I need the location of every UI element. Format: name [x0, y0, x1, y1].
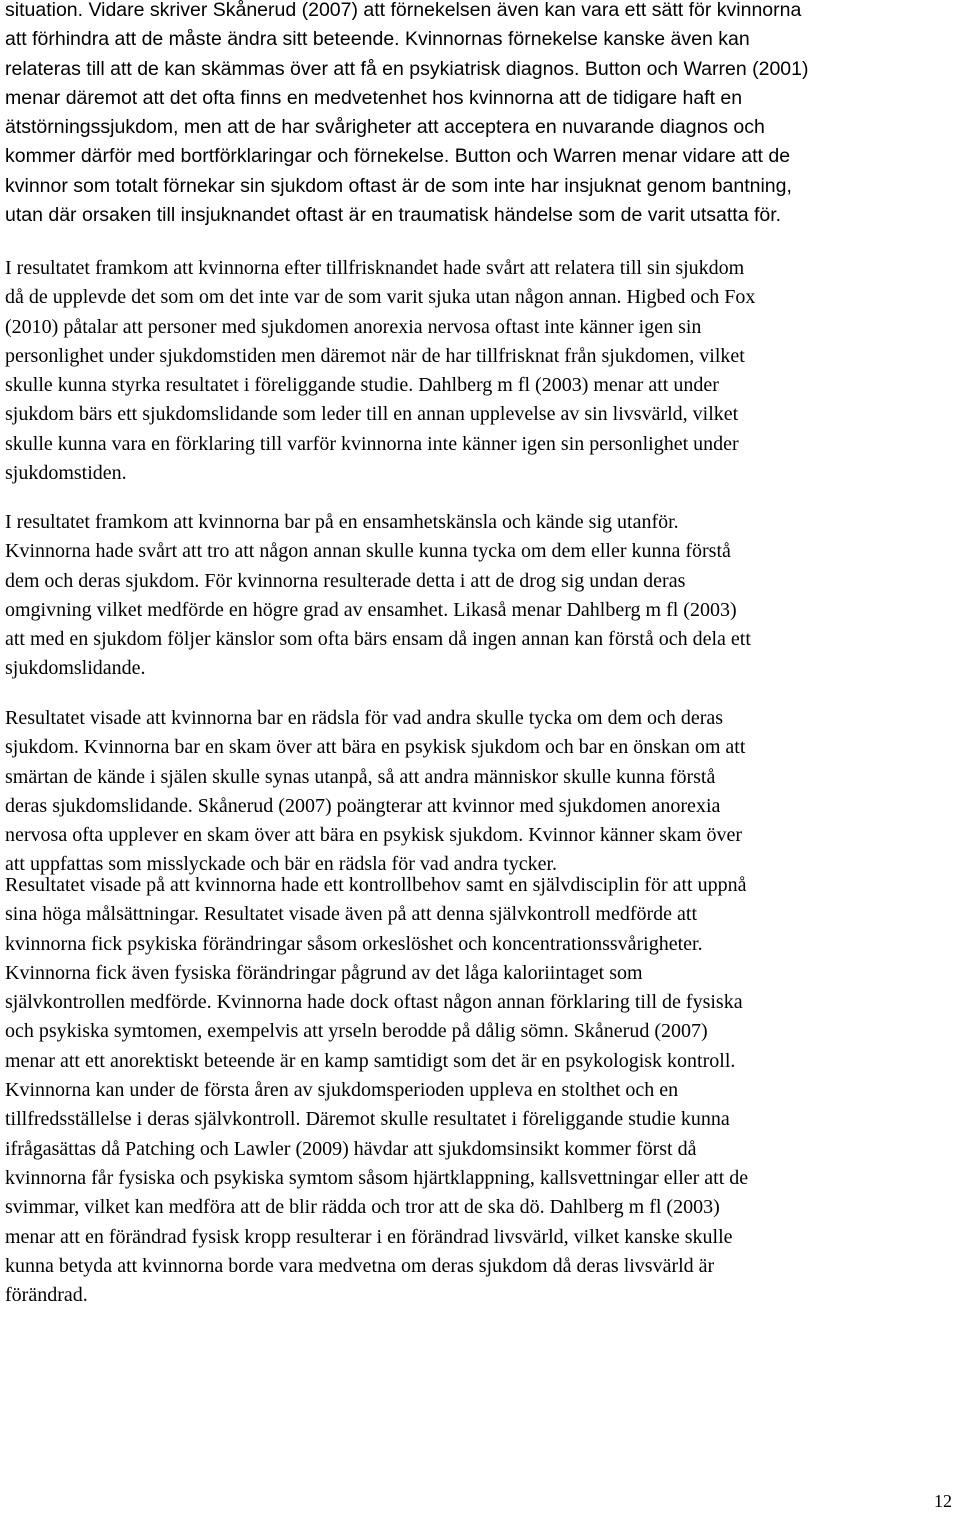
- text-line: och psykiska symtomen, exempelvis att yrseln berodde på dålig sömn. Skånerud (2007): [5, 1020, 708, 1043]
- text-line: självkontrollen medförde. Kvinnorna hade dock oftast någon annan förklaring till de fysiska: [5, 991, 743, 1014]
- text-line: skulle kunna styrka resultatet i föreliggande studie. Dahlberg m fl (2003) menar att under: [5, 374, 719, 397]
- text-line: att förhindra att de måste ändra sitt beteende. Kvinnornas förnekelse kanske även kan: [5, 28, 750, 51]
- text-line: dem och deras sjukdom. För kvinnorna resulterade detta i att de drog sig undan deras: [5, 569, 686, 592]
- text-line: förändrad.: [5, 1284, 88, 1307]
- text-line: relateras till att de kan skämmas över att få en psykiatrisk diagnos. Button och Warren (2001): [5, 57, 809, 80]
- text-line: kommer därför med bortförklaringar och förnekelse. Button och Warren menar vidare att de: [5, 145, 791, 168]
- text-line: svimmar, vilket kan medföra att de blir rädda och tror att de ska dö. Dahlberg m fl (2003): [5, 1196, 720, 1219]
- paragraph-loneliness: [5, 508, 751, 684]
- text-line: menar däremot att det ofta finns en medvetenhet hos kvinnorna att de tidigare haft en: [5, 86, 743, 109]
- page-number: 12: [934, 1491, 952, 1511]
- text-line: utan där orsaken till insjuknandet oftast är en traumatisk händelse som de varit utsatta för.: [5, 204, 782, 227]
- text-line: menar att en förändrad fysisk kropp resulterar i en förändrad livsvärld, vilket kanske skulle: [5, 1225, 733, 1248]
- text-line: Kvinnorna fick även fysiska förändringar pågrund av det låga kaloriintaget som: [5, 961, 643, 984]
- text-line: personlighet under sjukdomstiden men däremot när de har tillfrisknat från sjukdomen, vilket: [5, 344, 745, 367]
- text-line: kvinnor som totalt förnekar sin sjukdom oftast är de som inte har insjuknat genom bantning,: [5, 174, 792, 197]
- text-line: sina höga målsättningar. Resultatet visade även på att denna självkontroll medförde att: [5, 903, 698, 926]
- text-line: Kvinnorna kan under de första åren av sjukdomsperioden uppleva en stolthet och en: [5, 1079, 679, 1102]
- text-line: nervosa ofta upplever en skam över att bära en psykisk sjukdom. Kvinnor känner skam över: [5, 824, 743, 847]
- text-line: sjukdomslidande.: [5, 657, 146, 680]
- paragraph-control: [5, 871, 748, 1310]
- text-line: ätstörningssjukdom, men att de har svårigheter att acceptera en nuvarande diagnos och: [5, 116, 765, 139]
- text-line: (2010) påtalar att personer med sjukdomen anorexia nervosa oftast inte känner igen sin: [5, 315, 702, 338]
- text-line: sjukdom bärs ett sjukdomslidande som leder till en annan upplevelse av sin livsvärld, vilket: [5, 403, 739, 426]
- text-line: kvinnorna får fysiska och psykiska symtom såsom hjärtklappning, kallsvettningar eller att de: [5, 1166, 749, 1189]
- text-line: kunna betyda att kvinnorna borde vara medvetna om deras sjukdom då deras livsvärld är: [5, 1254, 715, 1277]
- text-line: I resultatet framkom att kvinnorna efter tillfrisknandet hade svårt att relatera till sin sjukdom: [5, 257, 745, 279]
- text-line: skulle kunna vara en förklaring till varför kvinnorna inte känner igen sin personlighet under: [5, 432, 739, 455]
- paragraph-recovery-identity: [5, 254, 755, 488]
- text-line: menar att ett anorektiskt beteende är en kamp samtidigt som det är en psykologisk kontroll.: [5, 1049, 736, 1072]
- text-line: kvinnorna fick psykiska förändringar såsom orkeslöshet och koncentrationssvårigheter.: [5, 932, 703, 955]
- text-line: tillfredsställelse i deras självkontroll. Däremot skulle resultatet i föreliggande studie kunna: [5, 1108, 730, 1131]
- text-line: omgivning vilket medförde en högre grad av ensamhet. Likaså menar Dahlberg m fl (2003): [5, 598, 737, 621]
- text-line: Kvinnorna hade svårt att tro att någon annan skulle kunna tycka om dem eller kunna förstå: [5, 540, 731, 563]
- text-line: sjukdomstiden.: [5, 462, 127, 485]
- text-line: I resultatet framkom att kvinnorna bar på en ensamhetskänsla och kände sig utanför.: [5, 511, 679, 533]
- text-line: ifrågasättas då Patching och Lawler (2009) hävdar att sjukdomsinsikt kommer först då: [5, 1137, 697, 1160]
- text-line: deras sjukdomslidande. Skånerud (2007) poängterar att kvinnor med sjukdomen anorexia: [5, 794, 721, 817]
- text-line: situation. Vidare skriver Skånerud (2007) att förnekelsen även kan vara ett sätt för kvinnorna: [5, 0, 802, 21]
- paragraph-fear-shame: [5, 704, 745, 880]
- text-line: smärtan de kände i själen skulle synas utanpå, så att andra människor skulle kunna förstå: [5, 765, 716, 788]
- text-line: sjukdom. Kvinnorna bar en skam över att bära en psykisk sjukdom och bar en önskan om att: [5, 736, 746, 759]
- text-line: Resultatet visade att kvinnorna bar en rädsla för vad andra skulle tycka om dem och deras: [5, 707, 724, 729]
- text-line: Resultatet visade på att kvinnorna hade ett kontrollbehov samt en självdisciplin för att uppnå: [5, 874, 747, 896]
- text-line: då de upplevde det som om det inte var de som varit sjuka utan någon annan. Higbed och Fox: [5, 286, 756, 309]
- paragraph-denial: [5, 0, 808, 230]
- text-line: att uppfattas som misslyckade och bär en rädsla för vad andra tycker.: [5, 853, 558, 876]
- text-line: att med en sjukdom följer känslor som ofta bärs ensam då ingen annan kan förstå och dela ett: [5, 628, 751, 651]
